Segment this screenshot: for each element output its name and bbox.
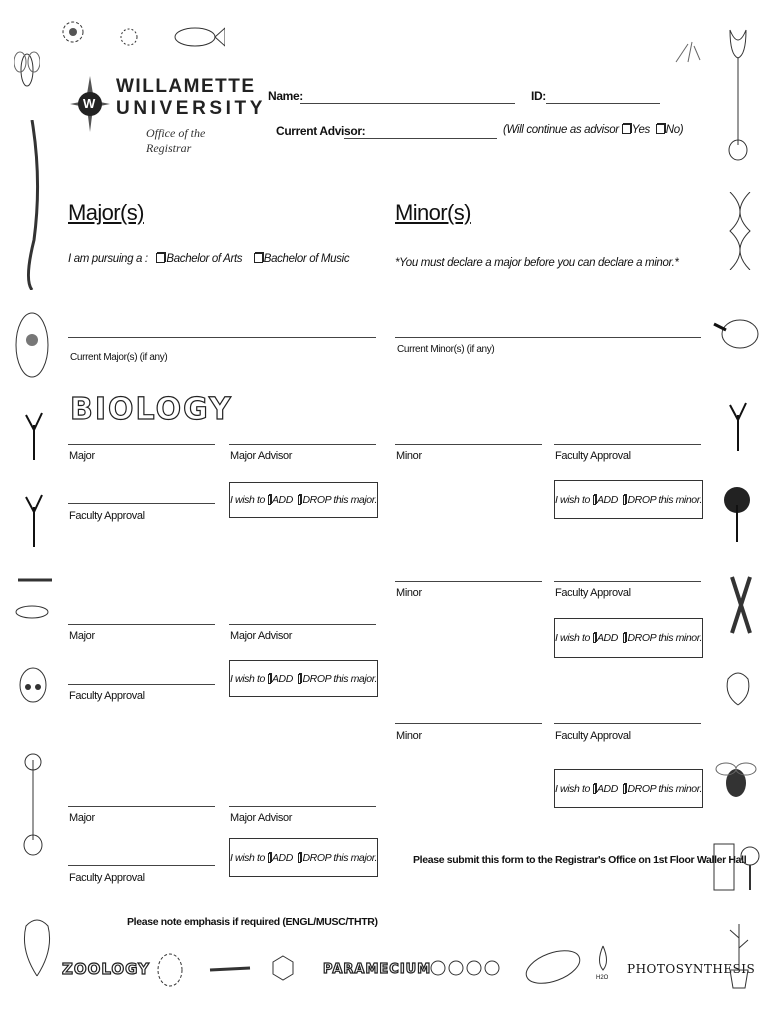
add-label: ADD [596, 493, 618, 506]
major-advisor-field-3[interactable] [229, 806, 376, 807]
cells-icon [428, 950, 504, 986]
drop-label: DROP this major. [302, 851, 377, 864]
wish-prefix: I wish to [230, 672, 265, 685]
tree-icon [22, 487, 46, 547]
notebook-magnifier-icon [712, 840, 762, 895]
major-faculty-label-3: Faculty Approval [69, 872, 145, 884]
no-label: No) [665, 124, 684, 136]
minor-add-drop-box-1 [554, 480, 703, 519]
minor-label-3: Minor [396, 730, 422, 742]
major-faculty-field-3[interactable] [68, 865, 215, 866]
wish-prefix: I wish to [555, 782, 590, 795]
major-add-drop-box-1 [229, 482, 378, 518]
shell-icon [722, 665, 754, 710]
drop-checkbox[interactable] [298, 853, 301, 863]
wish-prefix: I wish to [230, 494, 265, 506]
major-advisor-field-1[interactable] [229, 444, 376, 445]
minors-heading: Minor(s) [395, 200, 471, 225]
microbe-icon [55, 14, 91, 50]
add-checkbox[interactable] [268, 495, 271, 505]
continue-text: (Will continue as advisor [503, 124, 619, 136]
major-field-2[interactable] [68, 624, 215, 625]
major-label-1: Major [69, 450, 95, 462]
tree-icon [722, 480, 752, 542]
add-checkbox[interactable] [268, 674, 271, 684]
major-advisor-label-2: Major Advisor [230, 630, 293, 642]
major-field-3[interactable] [68, 806, 215, 807]
biology-word-art: BIOLOGY [70, 392, 233, 427]
heart-icon [20, 910, 54, 980]
wish-prefix: I wish to [555, 493, 590, 506]
drop-label: DROP this minor. [627, 632, 702, 644]
current-minor-field[interactable] [395, 337, 701, 338]
skull-icon [18, 665, 48, 717]
major-faculty-label-1: Faculty Approval [69, 510, 145, 522]
major-field-1[interactable] [68, 444, 215, 445]
minor-faculty-label-1: Faculty Approval [555, 450, 631, 462]
major-advisor-label-3: Major Advisor [230, 812, 293, 824]
current-major-label: Current Major(s) (if any) [70, 352, 168, 363]
minor-label-2: Minor [396, 587, 422, 599]
drop-checkbox[interactable] [623, 633, 626, 643]
bone-icon [208, 962, 252, 976]
bm-label: Bachelor of Music [263, 253, 350, 265]
yes-checkbox[interactable] [622, 124, 631, 134]
current-major-field[interactable] [68, 337, 376, 338]
major-advisor-label-1: Major Advisor [230, 450, 293, 462]
ba-checkbox[interactable] [156, 253, 165, 263]
ba-label: Bachelor of Arts [166, 253, 243, 265]
logo-line1: WILLAMETTE [116, 76, 256, 97]
pursuing-label: I am pursuing a : [68, 253, 148, 265]
yes-label: Yes [631, 124, 650, 136]
cell-icon [14, 310, 50, 380]
continue-advisor [503, 124, 683, 136]
water-drop-icon [596, 944, 610, 972]
id-label: ID: [531, 89, 546, 103]
fly-icon [14, 40, 40, 95]
flower-bulb-icon [18, 750, 48, 860]
dna-icon [728, 192, 752, 270]
drop-label: DROP this minor. [627, 782, 702, 795]
photosynthesis-word-art: PHOTOSYNTHESIS [627, 962, 756, 976]
degree-choice [68, 253, 349, 265]
drop-checkbox[interactable] [623, 784, 626, 794]
add-label: ADD [596, 782, 618, 795]
minor-faculty-label-2: Faculty Approval [555, 587, 631, 599]
add-checkbox[interactable] [593, 784, 596, 794]
molecule-icon [268, 950, 298, 986]
minor-note: *You must declare a major before you can declare a minor.* [395, 257, 679, 269]
fish-icon [170, 22, 225, 52]
submit-note: Please submit this form to the Registrar's Office on 1st Floor Waller Hall [413, 854, 747, 866]
frog-icon [145, 940, 195, 1000]
advisor-field[interactable] [344, 138, 497, 139]
id-field[interactable] [546, 103, 660, 104]
dropper-dish-icon [14, 570, 54, 622]
bm-checkbox[interactable] [254, 253, 263, 263]
chromosome-icon [728, 575, 754, 635]
minor-label-1: Minor [396, 450, 422, 462]
paramecium-word-art: PARAMECIUM [323, 962, 432, 977]
bird-icon [712, 302, 762, 358]
coral-icon [672, 36, 704, 66]
no-checkbox[interactable] [656, 124, 665, 134]
major-faculty-field-1[interactable] [68, 503, 215, 504]
major-advisor-field-2[interactable] [229, 624, 376, 625]
major-label-2: Major [69, 630, 95, 642]
minor-faculty-label-3: Faculty Approval [555, 730, 631, 742]
major-faculty-label-2: Faculty Approval [69, 690, 145, 702]
minor-add-drop-box-3 [554, 769, 703, 808]
h2o-label: H2O [596, 975, 609, 981]
tulip-icon [720, 20, 756, 165]
drop-checkbox[interactable] [623, 495, 626, 505]
minor-faculty-field-2[interactable] [554, 581, 701, 582]
bee-icon [712, 755, 760, 803]
minor-field-3[interactable] [395, 723, 542, 724]
emphasis-note: Please note emphasis if required (ENGL/MUSC/THTR) [127, 916, 378, 928]
add-label: ADD [271, 672, 293, 685]
university-logo [68, 72, 267, 155]
current-minor-label: Current Minor(s) (if any) [397, 344, 495, 355]
paramecium-icon [522, 942, 584, 992]
logo-line2: UNIVERSITY [116, 98, 267, 119]
wish-prefix: I wish to [555, 632, 590, 644]
add-label: ADD [596, 632, 618, 644]
drop-label: DROP this major. [302, 672, 377, 685]
name-field[interactable] [300, 103, 515, 104]
add-checkbox[interactable] [593, 495, 596, 505]
major-faculty-field-2[interactable] [68, 684, 215, 685]
drop-checkbox[interactable] [298, 495, 301, 505]
lizard-icon [14, 120, 49, 290]
minor-field-1[interactable] [395, 444, 542, 445]
virus-icon [115, 22, 143, 52]
zoology-word-art: ZOOLOGY [62, 960, 150, 978]
potted-plant-icon [726, 918, 752, 990]
name-label: Name: [268, 89, 303, 103]
advisor-label: Current Advisor: [276, 124, 366, 138]
minor-field-2[interactable] [395, 581, 542, 582]
emblem-letter: W [83, 96, 96, 111]
add-checkbox[interactable] [268, 853, 271, 863]
drop-label: DROP this major. [302, 494, 377, 506]
add-label: ADD [271, 494, 293, 506]
major-add-drop-box-2 [229, 660, 378, 697]
minor-faculty-field-1[interactable] [554, 444, 701, 445]
add-label: ADD [271, 851, 293, 864]
minor-faculty-field-3[interactable] [554, 723, 701, 724]
logo-subtitle: Office of the Registrar [146, 126, 206, 155]
major-label-3: Major [69, 812, 95, 824]
tree-icon [726, 395, 750, 451]
add-checkbox[interactable] [593, 633, 596, 643]
drop-checkbox[interactable] [298, 674, 301, 684]
drop-label: DROP this minor. [627, 493, 702, 506]
wish-prefix: I wish to [230, 851, 265, 864]
tree-icon [22, 405, 46, 460]
majors-heading: Major(s) [68, 200, 144, 225]
minor-add-drop-box-2 [554, 618, 703, 658]
major-add-drop-box-3 [229, 838, 378, 877]
